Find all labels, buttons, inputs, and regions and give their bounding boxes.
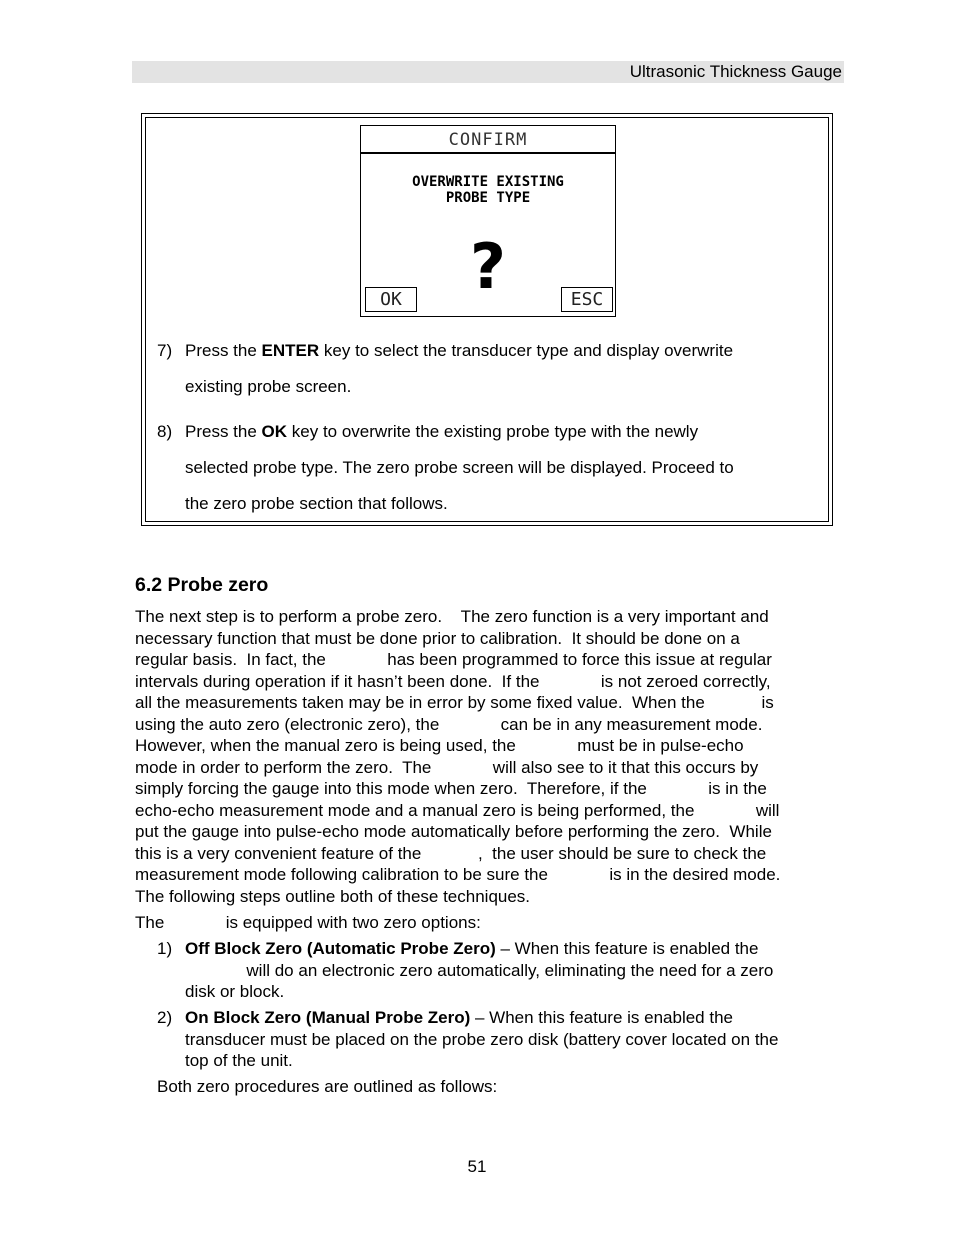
body-paragraph bbox=[135, 606, 845, 907]
paragraph-line: measurement mode following calibration to be sure the is in the desired mode. bbox=[135, 865, 781, 884]
option-title: On Block Zero (Manual Probe Zero) bbox=[185, 1008, 471, 1027]
esc-soft-button: ESC bbox=[561, 287, 613, 312]
question-mark-icon: ? bbox=[470, 230, 506, 303]
title-divider bbox=[361, 152, 615, 154]
option-text-line3: top of the unit. bbox=[185, 1051, 293, 1070]
step-text-pre: Press the bbox=[185, 422, 262, 441]
step-text-line3: the zero probe section that follows. bbox=[185, 494, 448, 513]
paragraph-line: using the auto zero (electronic zero), the can be in any measurement mode. bbox=[135, 714, 763, 734]
option-title: Off Block Zero (Automatic Probe Zero) bbox=[185, 939, 496, 958]
key-name: ENTER bbox=[261, 341, 320, 360]
step-text-post: key to overwrite the existing probe type with the newly bbox=[287, 422, 699, 441]
option-text-rest: – When this feature is enabled the bbox=[495, 939, 759, 958]
paragraph-line: necessary function that must be done prior to calibration. It should be done on a bbox=[135, 628, 740, 648]
step-number: 8) bbox=[157, 422, 173, 441]
key-name: OK bbox=[261, 422, 288, 441]
option-text-line3: disk or block. bbox=[185, 982, 285, 1001]
paragraph-line: The next step is to perform a probe zero. The zero function is a very important and bbox=[135, 607, 769, 626]
confirm-message: OVERWRITE EXISTING PROBE TYPE bbox=[412, 174, 564, 206]
confirm-screen-illustration bbox=[360, 125, 616, 317]
ok-soft-button: OK bbox=[365, 287, 417, 312]
paragraph-line: regular basis. In fact, the has been programmed to force this issue at regular bbox=[135, 650, 772, 669]
option-number: 2) bbox=[157, 1008, 173, 1027]
option-text bbox=[185, 938, 847, 1003]
paragraph-line: echo-echo measurement mode and a manual zero is being performed, the will bbox=[135, 800, 780, 820]
options-intro: The is equipped with two zero options: bbox=[135, 913, 481, 932]
paragraph-line: all the measurements taken may be in error by some fixed value. When the is bbox=[135, 693, 774, 712]
step-text-line2: existing probe screen. bbox=[185, 377, 352, 396]
page-header-bar bbox=[132, 61, 844, 83]
option-text-line2: will do an electronic zero automatically, eliminating the need for a zero bbox=[185, 960, 774, 980]
step-text-line2: selected probe type. The zero probe screen will be displayed. Proceed to bbox=[185, 458, 734, 477]
step-text-pre: Press the bbox=[185, 341, 262, 360]
paragraph-line: However, when the manual zero is being used, the must be in pulse-echo bbox=[135, 736, 744, 755]
option-text-rest: – When this feature is enabled the bbox=[470, 1008, 733, 1027]
option-number: 1) bbox=[157, 939, 173, 958]
option-text-line2: transducer must be placed on the probe zero disk (battery cover located on the bbox=[185, 1029, 779, 1049]
step-text bbox=[185, 333, 825, 405]
section-heading: 6.2 Probe zero bbox=[135, 574, 269, 596]
paragraph-line: intervals during operation if it hasn’t been done. If the is not zeroed correctly, bbox=[135, 671, 771, 691]
paragraph-line: The following steps outline both of these techniques. bbox=[135, 886, 531, 906]
page-number: 51 bbox=[467, 1157, 487, 1176]
option-text bbox=[185, 1007, 847, 1072]
step-text bbox=[185, 414, 825, 522]
closing-sentence: Both zero procedures are outlined as follows: bbox=[157, 1077, 498, 1096]
step-text-post: key to select the transducer type and display overwrite bbox=[319, 341, 734, 360]
step-number: 7) bbox=[157, 341, 173, 360]
paragraph-line: this is a very convenient feature of the , the user should be sure to check the bbox=[135, 843, 767, 863]
running-header-title: Ultrasonic Thickness Gauge bbox=[629, 62, 842, 81]
confirm-screen-title: CONFIRM bbox=[448, 130, 528, 150]
paragraph-line: put the gauge into pulse-echo mode automatically before performing the zero. While bbox=[135, 822, 772, 841]
paragraph-line: mode in order to perform the zero. The will also see to it that this occurs by bbox=[135, 757, 759, 777]
paragraph-line: simply forcing the gauge into this mode when zero. Therefore, if the is in the bbox=[135, 779, 767, 798]
